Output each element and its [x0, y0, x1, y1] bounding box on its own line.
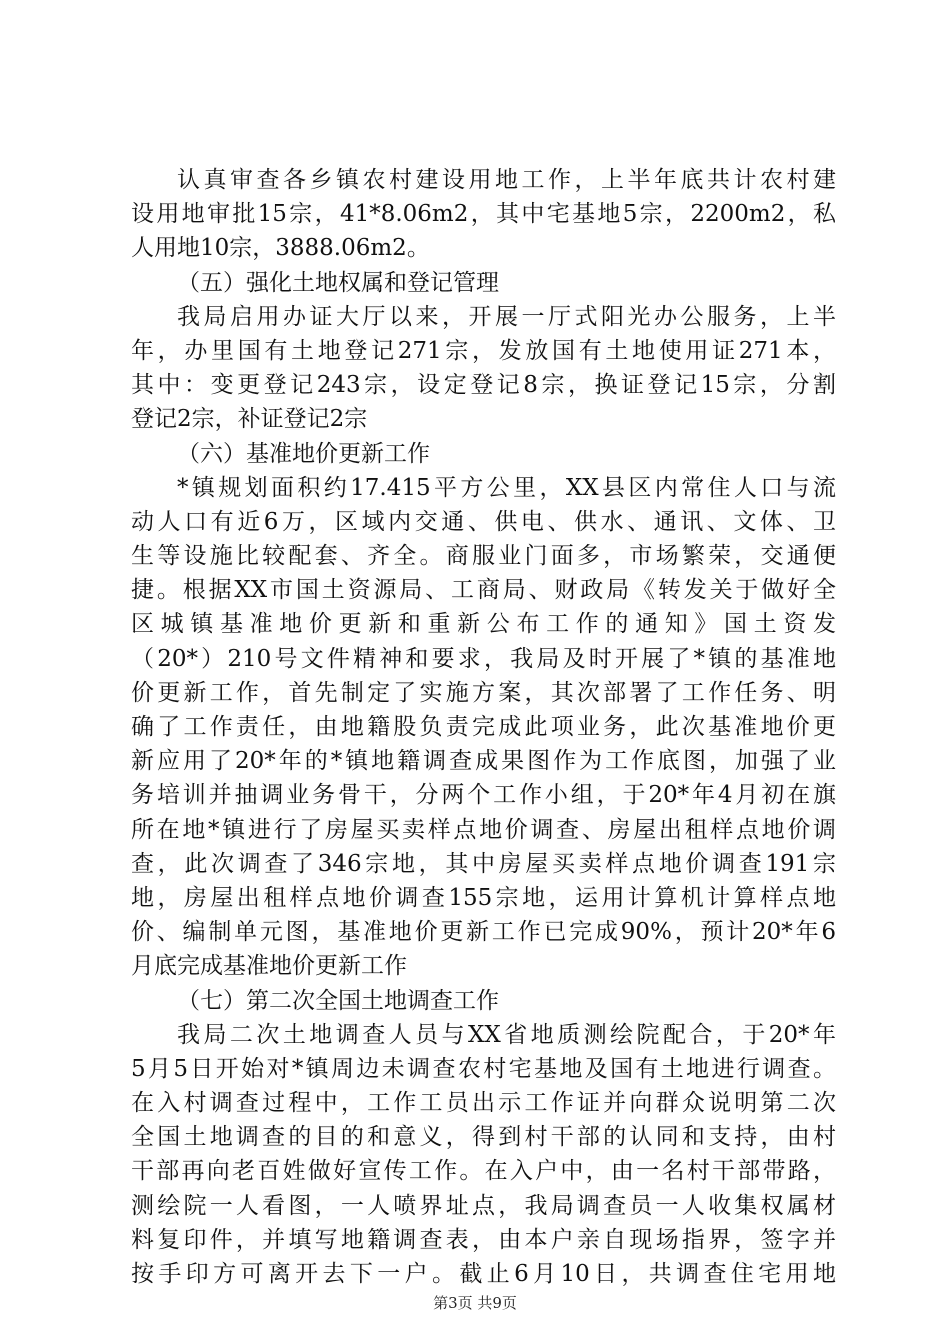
- text-line: 务培训并抽调业务骨干，分两个工作小组，于20*年4月初在旗: [131, 782, 836, 809]
- text-line: 全国土地调查的目的和意义，得到村干部的认同和支持，由村: [131, 1124, 836, 1151]
- text-line: 5月5日开始对*镇周边未调查农村宅基地及国有土地进行调查。: [131, 1055, 836, 1082]
- text-line: 在入村调查过程中，工作工员出示工作证并向群众说明第二次: [131, 1090, 836, 1117]
- text-line: 料复印件，并填写地籍调查表，由本户亲自现场指界，签字并: [131, 1226, 836, 1253]
- text-line: 我局启用办证大厅以来，开展一厅式阳光办公服务，上半: [177, 303, 836, 330]
- text-line: （五）强化土地权属和登记管理: [177, 269, 499, 296]
- text-line: 价、编制单元图，基准地价更新工作已完成90%，预计20*年6: [131, 919, 836, 946]
- page-footer: [0, 1293, 950, 1313]
- text-line: 干部再向老百姓做好宣传工作。在入户中，由一名村干部带路，: [131, 1158, 836, 1185]
- text-line: 测绘院一人看图，一人喷界址点，我局调查员一人收集权属材: [131, 1192, 836, 1219]
- text-line: 登记2宗，补证登记2宗: [131, 406, 368, 433]
- document-body: [131, 163, 836, 1291]
- text-line: （六）基准地价更新工作: [177, 440, 430, 467]
- text-line: 捷。根据XX市国土资源局、工商局、财政局《转发关于做好全: [131, 577, 836, 604]
- text-line: 月底完成基准地价更新工作: [131, 953, 407, 980]
- text-line: 认真审查各乡镇农村建设用地工作，上半年底共计农村建: [177, 167, 836, 193]
- text-line: 设用地审批15宗，41*8.06m2，其中宅基地5宗，2200m2，私: [131, 201, 836, 228]
- text-line: 确了工作责任，由地籍股负责完成此项业务，此次基准地价更: [131, 714, 836, 740]
- text-line: 动人口有近6万，区域内交通、供电、供水、通讯、文体、卫: [131, 508, 836, 535]
- text-line: 我局二次土地调查人员与XX省地质测绘院配合，于20*年: [177, 1021, 836, 1048]
- text-line: 新应用了20*年的*镇地籍调查成果图作为工作底图，加强了业: [131, 748, 836, 775]
- text-line: （20*）210号文件精神和要求，我局及时开展了*镇的基准地: [131, 645, 836, 672]
- text-line: 生等设施比较配套、齐全。商服业门面多，市场繁荣，交通便: [131, 543, 836, 570]
- text-line: *镇规划面积约17.415平方公里，XX县区内常住人口与流: [177, 474, 836, 501]
- text-line: 按手印方可离开去下一户。截止6月10日，共调查住宅用地: [131, 1261, 836, 1287]
- text-line: 其中：变更登记243宗，设定登记8宗，换证登记15宗，分割: [131, 372, 836, 399]
- text-line: 区城镇基准地价更新和重新公布工作的通知》国土资发: [131, 611, 836, 638]
- text-line: 价更新工作，首先制定了实施方案，其次部署了工作任务、明: [131, 679, 836, 706]
- text-line: 地，房屋出租样点地价调查155宗地，运用计算机计算样点地: [131, 884, 836, 911]
- text-line: 年，办里国有土地登记271宗，发放国有土地使用证271本，: [131, 337, 836, 364]
- text-line: 人用地10宗，3888.06m2。: [131, 235, 430, 262]
- page-number: 第3页 共9页: [433, 1294, 517, 1312]
- text-line: 查，此次调查了346宗地，其中房屋买卖样点地价调查191宗: [131, 850, 836, 877]
- text-line: 所在地*镇进行了房屋买卖样点地价调查、房屋出租样点地价调: [131, 816, 836, 843]
- text-line: （七）第二次全国土地调查工作: [177, 987, 499, 1014]
